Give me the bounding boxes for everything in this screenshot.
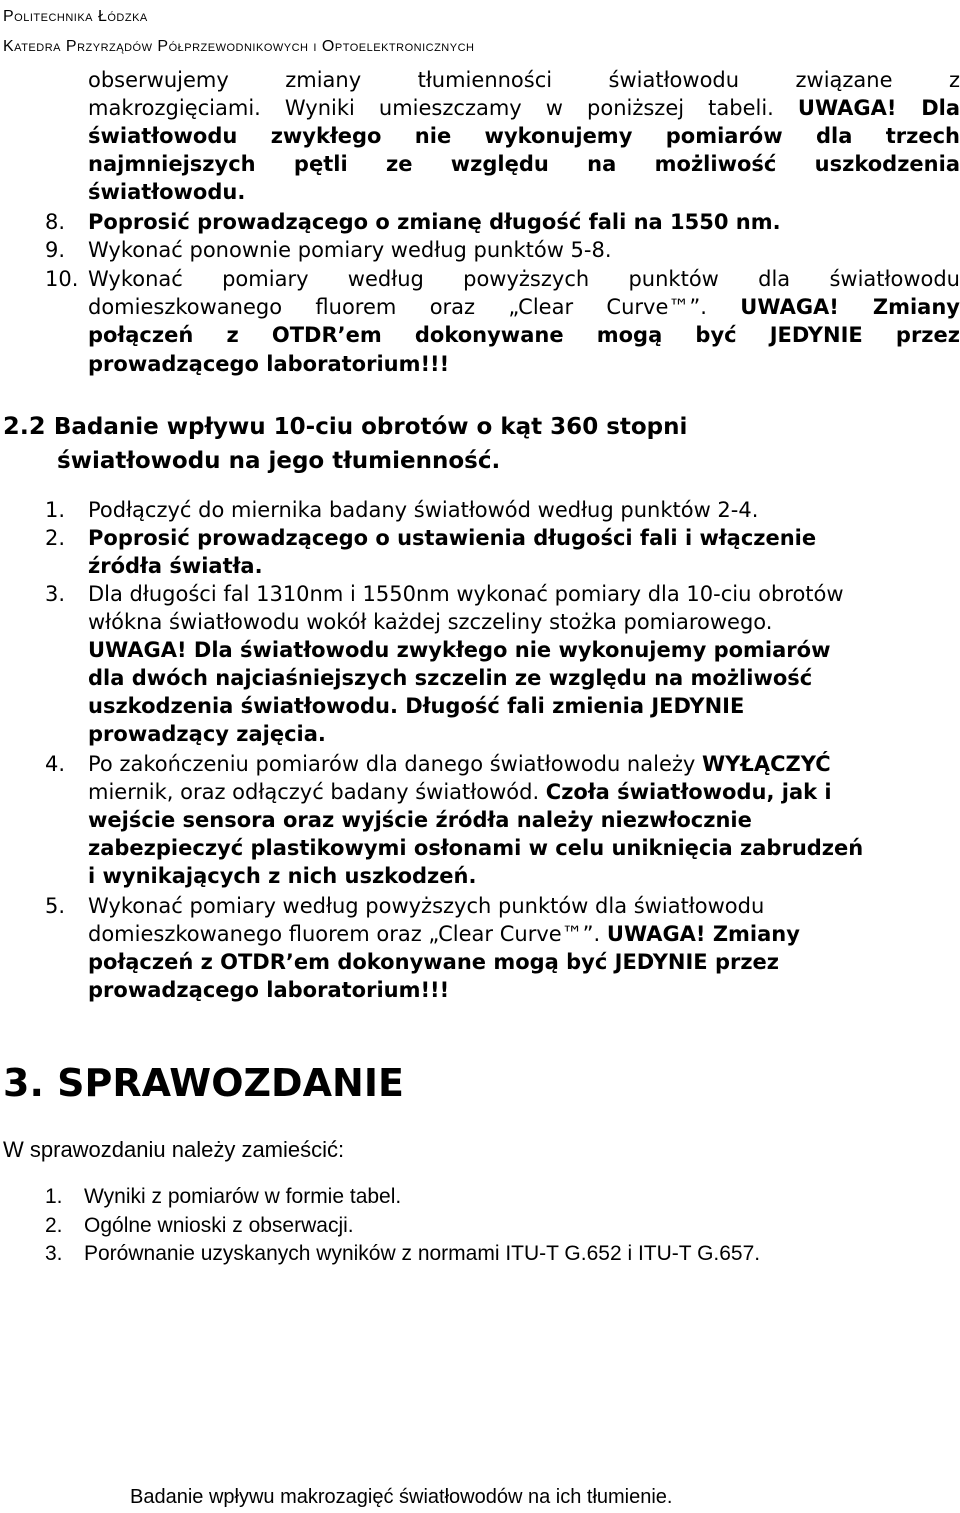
item-emphasis: WYŁĄCZYĆ: [701, 752, 831, 776]
page-footer: Badanie wpływu makrozagięć światłowodów na ich tłumienie.: [130, 1486, 673, 1508]
item-text: Poprosić prowadzącego o zmianę długość fali na 1550 nm.: [88, 210, 781, 234]
item-text: Wykonać pomiary według powyższych punktów dla światłowodu: [88, 894, 765, 918]
item-text: [88, 778, 832, 806]
intro-line-5: światłowodu.: [88, 180, 246, 204]
intro-line-3: światłowodu zwykłego nie wykonujemy pomiarów dla trzech: [88, 124, 960, 148]
item-text-line: [88, 293, 960, 322]
item-text: Wykonać ponownie pomiary według punktów 5-8.: [88, 238, 612, 262]
item-text: domieszkowanego fluorem oraz „Clear Curve™”.: [88, 295, 741, 319]
department-name: Katedra Przyrządów Półprzewodnikowych i Optoelektronicznych: [3, 38, 475, 55]
report-item-text: Porównanie uzyskanych wyników z normami ITU-T G.652 i ITU-T G.657.: [84, 1242, 761, 1265]
item-warning: UWAGA! Zmiany: [606, 922, 800, 946]
university-name: Politechnika Łódzka: [3, 8, 148, 25]
report-item-number: 3.: [45, 1242, 63, 1265]
report-item-text: Wyniki z pomiarów w formie tabel.: [84, 1185, 402, 1208]
intro-text: makrozgięciami. Wyniki umieszczamy w poniższej tabeli.: [88, 96, 798, 120]
item-text: i wynikających z nich uszkodzeń.: [88, 864, 477, 888]
item-number: 8.: [45, 210, 66, 234]
item-number: 4.: [45, 752, 66, 776]
section-heading-3: 3. SPRAWOZDANIE: [3, 1061, 404, 1105]
section-title-line-2: światłowodu na jego tłumienność.: [57, 448, 501, 474]
item-text: włókna światłowodu wokół każdej szczeliny stożka pomiarowego.: [88, 610, 773, 634]
item-text: wejście sensora oraz wyjście źródła należy niezwłocznie: [88, 808, 752, 832]
intro-line-2: [88, 94, 960, 123]
item-text: Po zakończeniu pomiarów dla danego światłowodu należy: [88, 752, 702, 776]
item-emphasis: Czoła światłowodu, jak i: [545, 780, 832, 804]
item-warning: UWAGA! Zmiany: [740, 295, 960, 319]
report-item-number: 1.: [45, 1185, 63, 1208]
document-header: [3, 2, 474, 62]
item-text: Poprosić prowadzącego o ustawienia długości fali i włączenie: [88, 526, 817, 550]
item-text: źródła światła.: [88, 554, 263, 578]
report-item-number: 2.: [45, 1214, 63, 1237]
intro-warning: UWAGA! Dla: [797, 96, 960, 120]
report-item-text: Ogólne wnioski z obserwacji.: [84, 1214, 354, 1237]
item-number: 10.: [45, 267, 79, 291]
item-number: 3.: [45, 582, 66, 606]
item-text-line: Wykonać pomiary według powyższych punktów dla światłowodu: [88, 267, 960, 291]
item-text: zabezpieczyć plastikowymi osłonami w celu uniknięcia zabrudzeń: [88, 836, 864, 860]
item-text-line: połączeń z OTDR’em dokonywane mogą być JEDYNIE przez: [88, 323, 960, 347]
intro-line-1: obserwujemy zmiany tłumienności światłowodu związane z: [88, 68, 960, 92]
item-text: Podłączyć do miernika badany światłowód według punktów 2-4.: [88, 498, 759, 522]
item-number: 9.: [45, 238, 66, 262]
item-text-line: prowadzącego laboratorium!!!: [88, 352, 450, 376]
item-warning: UWAGA! Dla światłowodu zwykłego nie wykonujemy pomiarów: [88, 638, 831, 662]
section-number: 2.2: [3, 412, 46, 440]
item-warning: dla dwóch najciaśniejszych szczelin ze względu na możliwość: [88, 666, 813, 690]
item-number: 5.: [45, 894, 66, 918]
item-text: [88, 750, 831, 778]
section-intro: W sprawozdaniu należy zamieścić:: [3, 1137, 345, 1162]
item-warning: uszkodzenia światłowodu. Długość fali zmienia JEDYNIE: [88, 694, 745, 718]
item-text: połączeń z OTDR’em dokonywane mogą być JEDYNIE przez: [88, 950, 780, 974]
item-warning: prowadzący zajęcia.: [88, 722, 326, 746]
item-text: prowadzącego laboratorium!!!: [88, 978, 450, 1002]
item-text: miernik, oraz odłączyć badany światłowód.: [88, 780, 546, 804]
section-title-line-1: Badanie wpływu 10-ciu obrotów o kąt 360 stopni: [53, 414, 688, 440]
section-heading-2-2: [3, 410, 687, 478]
item-number: 2.: [45, 526, 66, 550]
intro-line-4: najmniejszych pętli ze względu na możliwość uszkodzenia: [88, 152, 960, 176]
item-text: domieszkowanego fluorem oraz „Clear Curve™”.: [88, 922, 607, 946]
item-text: Dla długości fal 1310nm i 1550nm wykonać pomiary dla 10-ciu obrotów: [88, 582, 844, 606]
item-number: 1.: [45, 498, 66, 522]
item-text: [88, 920, 800, 948]
